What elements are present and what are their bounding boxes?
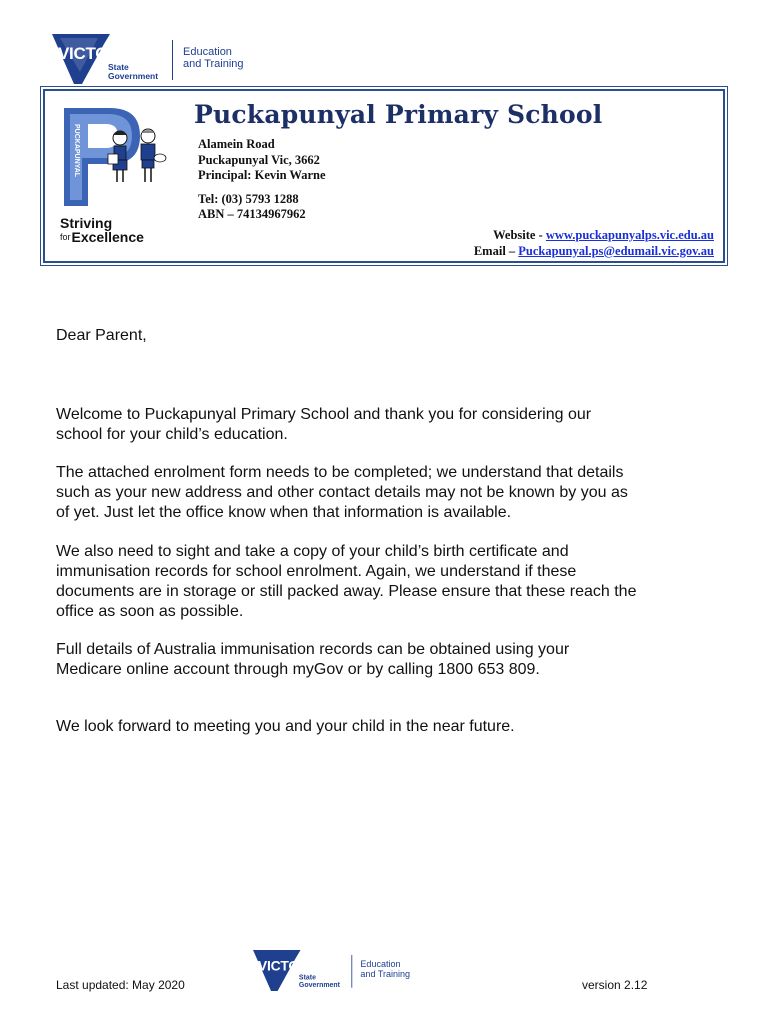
- letter-paragraph-4: Full details of Australia immunisation records can be obtained using your Medicare online account through myGov or by calling 1800 653 809.: [56, 641, 570, 678]
- last-updated-text: Last updated: May 2020: [56, 978, 185, 992]
- victoria-wordmark: VICTORIA: [257, 958, 323, 974]
- address-line: Alamein Road: [198, 137, 275, 151]
- letter-paragraph-1: Welcome to Puckapunyal Primary School and thank you for considering our school for your child’s education.: [56, 406, 592, 443]
- footer-victoria-logo: [253, 950, 410, 993]
- school-contact-details: [198, 137, 326, 223]
- telephone: Tel: (03) 5793 1288: [198, 191, 299, 206]
- address-line: Puckapunyal Vic, 3662: [198, 152, 320, 167]
- state-government-text: State Government: [108, 62, 159, 81]
- principal-name: Principal: Kevin Warne: [198, 168, 326, 182]
- school-emblem-icon: [58, 102, 176, 212]
- school-motto: Striving forExcellence: [60, 215, 144, 245]
- letter-paragraph-2: The attached enrolment form needs to be completed; we understand that details such as your new address and other contact details may not be known by you as of yet. Just let the office know when that information is available.: [56, 464, 628, 521]
- state-government-text: State Government: [298, 972, 340, 989]
- victoria-government-logo: [52, 34, 244, 86]
- education-training-text: Education and Training: [360, 959, 411, 980]
- logo-divider: [172, 40, 173, 80]
- abn: ABN – 74134967962: [198, 207, 306, 221]
- email-link[interactable]: Puckapunyal.ps@edumail.vic.gov.au: [518, 243, 714, 258]
- svg-text:PUCKAPUNYAL: PUCKAPUNYAL: [73, 124, 80, 178]
- logo-divider: [351, 955, 352, 988]
- version-text: version 2.12: [582, 978, 648, 992]
- letter-greeting: Dear Parent,: [56, 327, 147, 344]
- education-training-text: Education and Training: [183, 46, 244, 70]
- letter-paragraph-3: We also need to sight and take a copy of your child’s birth certificate and immunisation records for school enrolment. Again, we understand if these documents are in storage or still packed away. Please ensure that these reach the office as soon as possible.: [56, 543, 637, 620]
- letter-closing: We look forward to meeting you and your child in the near future.: [56, 718, 515, 735]
- victoria-triangle-logo-mark: [52, 34, 162, 86]
- website-link[interactable]: www.puckapunyalps.vic.edu.au: [545, 228, 714, 242]
- victoria-wordmark: VICTORIA: [58, 44, 137, 63]
- victoria-triangle-logo-mark: [253, 950, 343, 993]
- school-letterhead: [40, 86, 728, 266]
- school-name-heading: Puckapunyal Primary School: [194, 100, 603, 129]
- school-web-contacts: Website - www.puckapunyalps.vic.edu.au Email – Puckapunyal.ps@edumail.vic.gov.au: [473, 228, 714, 258]
